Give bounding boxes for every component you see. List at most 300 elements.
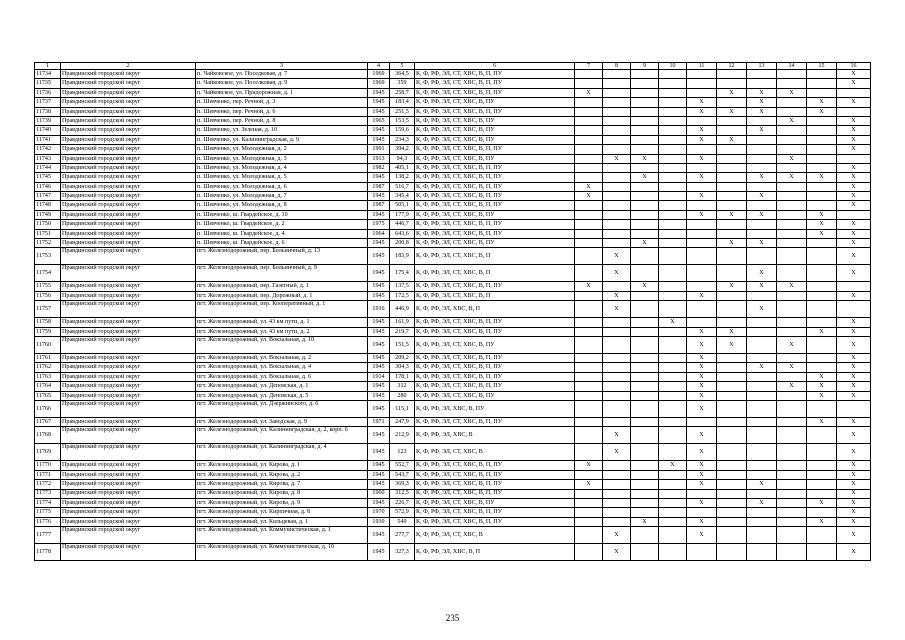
mark-cell-col-9 bbox=[631, 201, 659, 210]
mark-cell-col-15 bbox=[807, 527, 837, 544]
address-cell: п. Шевченко, ул. Молодежная, д. 2 bbox=[196, 145, 368, 154]
table-row bbox=[35, 98, 871, 107]
mark-cell-col-10 bbox=[659, 544, 687, 561]
mark-cell-col-15: X bbox=[807, 517, 837, 526]
works-cell: К, Ф, РФ, ЭЛ, СТ, ХВС, В, ПУ bbox=[415, 336, 575, 353]
mark-cell-col-9 bbox=[631, 291, 659, 300]
mark-cell-col-14 bbox=[777, 489, 807, 498]
mark-cell-col-9 bbox=[631, 480, 659, 489]
mark-cell-col-12: X bbox=[717, 336, 747, 353]
works-cell: К, Ф, РФ, ЭЛ, СТ, ХВС, В, П, ПУ bbox=[415, 88, 575, 97]
mark-cell-col-8 bbox=[603, 107, 631, 116]
mark-cell-col-16: X bbox=[837, 201, 871, 210]
mark-cell-col-7 bbox=[575, 517, 603, 526]
mark-cell-col-7 bbox=[575, 400, 603, 417]
table-row bbox=[35, 318, 871, 327]
mark-cell-col-15: X bbox=[807, 98, 837, 107]
mark-cell-col-9 bbox=[631, 417, 659, 426]
mark-cell-col-14 bbox=[777, 239, 807, 248]
mark-cell-col-8 bbox=[603, 336, 631, 353]
district-cell: Правдинский городской округ bbox=[61, 220, 196, 229]
mark-cell-col-16: X bbox=[837, 70, 871, 79]
mark-cell-col-9 bbox=[631, 461, 659, 470]
mark-cell-col-7 bbox=[575, 470, 603, 479]
year-cell: 1945 bbox=[368, 544, 390, 561]
mark-cell-col-10 bbox=[659, 517, 687, 526]
works-cell: К, Ф, РФ, ЭЛ, ХВС, В, П bbox=[415, 301, 575, 318]
mark-cell-col-8: X bbox=[603, 154, 631, 163]
table-row bbox=[35, 301, 871, 318]
year-cell: 1945 bbox=[368, 291, 390, 300]
mark-cell-col-12 bbox=[717, 498, 747, 507]
row-id: 11755 bbox=[35, 282, 61, 291]
mark-cell-col-8 bbox=[603, 182, 631, 191]
address-cell: пгт. Железнодорожный, ул. Кирпичная, д. 8 bbox=[196, 508, 368, 517]
works-cell: К, Ф, РФ, ЭЛ, СТ, ХВС, В, ПУ bbox=[415, 239, 575, 248]
district-cell: Правдинский городской округ bbox=[61, 154, 196, 163]
district-cell: Правдинский городской округ bbox=[61, 461, 196, 470]
row-id: 11739 bbox=[35, 116, 61, 125]
mark-cell-col-7 bbox=[575, 498, 603, 507]
mark-cell-col-10 bbox=[659, 98, 687, 107]
works-cell: К, Ф, РФ, ЭЛ, ХВС, В, П bbox=[415, 544, 575, 561]
mark-cell-col-7 bbox=[575, 372, 603, 381]
works-cell: К, Ф, РФ, ЭЛ, СТ, ХВС, В, ПУ bbox=[415, 498, 575, 507]
mark-cell-col-8 bbox=[603, 210, 631, 219]
works-cell: К, Ф, РФ, ЭЛ, СТ, ХВС, В, ПУ bbox=[415, 154, 575, 163]
district-cell: Правдинский городской округ bbox=[61, 79, 196, 88]
area-cell: 549 bbox=[390, 517, 415, 526]
mark-cell-col-16: X bbox=[837, 517, 871, 526]
mark-cell-col-9 bbox=[631, 70, 659, 79]
mark-cell-col-10 bbox=[659, 163, 687, 172]
mark-cell-col-16: X bbox=[837, 239, 871, 248]
row-id: 11766 bbox=[35, 400, 61, 417]
district-cell: Правдинский городской округ bbox=[61, 88, 196, 97]
row-id: 11758 bbox=[35, 318, 61, 327]
mark-cell-col-16: X bbox=[837, 126, 871, 135]
mark-cell-col-7 bbox=[575, 444, 603, 461]
mark-cell-col-8 bbox=[603, 229, 631, 238]
mark-cell-col-13 bbox=[747, 489, 777, 498]
mark-cell-col-13 bbox=[747, 145, 777, 154]
mark-cell-col-7 bbox=[575, 363, 603, 372]
address-cell: п. Шевченко, ул. Молодежная, д. 8 bbox=[196, 201, 368, 210]
address-cell: пгт. Железнодорожный, ул. Коммунистическая, д. 10 bbox=[196, 544, 368, 561]
address-cell: пгт. Железнодорожный, ул. Вокзальная, д. 4 bbox=[196, 363, 368, 372]
mark-cell-col-12 bbox=[717, 417, 747, 426]
mark-cell-col-14 bbox=[777, 353, 807, 362]
mark-cell-col-11 bbox=[687, 265, 717, 282]
mark-cell-col-8 bbox=[603, 79, 631, 88]
district-cell: Правдинский городской округ bbox=[61, 417, 196, 426]
mark-cell-col-12: X bbox=[717, 135, 747, 144]
mark-cell-col-12 bbox=[717, 527, 747, 544]
table-row bbox=[35, 291, 871, 300]
row-id: 11757 bbox=[35, 301, 61, 318]
mark-cell-col-13 bbox=[747, 353, 777, 362]
area-cell: 543,7 bbox=[390, 470, 415, 479]
table-row bbox=[35, 116, 871, 125]
mark-cell-col-14 bbox=[777, 220, 807, 229]
row-id: 11773 bbox=[35, 489, 61, 498]
mark-cell-col-16: X bbox=[837, 291, 871, 300]
mark-cell-col-11 bbox=[687, 544, 717, 561]
district-cell: Правдинский городской округ bbox=[61, 400, 196, 417]
mark-cell-col-16 bbox=[837, 210, 871, 219]
mark-cell-col-12 bbox=[717, 70, 747, 79]
district-cell: Правдинский городской округ bbox=[61, 107, 196, 116]
mark-cell-col-13: X bbox=[747, 126, 777, 135]
address-cell: пгт. Железнодорожный, ул. Кирова, д. 8 bbox=[196, 489, 368, 498]
table-row bbox=[35, 145, 871, 154]
row-id: 11759 bbox=[35, 327, 61, 336]
address-cell: п. Шевченко, пер. Речной, д. 3 bbox=[196, 98, 368, 107]
mark-cell-col-15: X bbox=[807, 417, 837, 426]
address-cell: п. Шевченко, ш. Гвардейское, д. 2 bbox=[196, 220, 368, 229]
mark-cell-col-16: X bbox=[837, 353, 871, 362]
mark-cell-col-7: X bbox=[575, 88, 603, 97]
works-cell: К, Ф, РФ, ЭЛ, СТ, ХВС, В, ПУ bbox=[415, 98, 575, 107]
mark-cell-col-9 bbox=[631, 220, 659, 229]
mark-cell-col-14 bbox=[777, 291, 807, 300]
mark-cell-col-8 bbox=[603, 489, 631, 498]
mark-cell-col-15 bbox=[807, 363, 837, 372]
mark-cell-col-8 bbox=[603, 400, 631, 417]
mark-cell-col-16: X bbox=[837, 382, 871, 391]
mark-cell-col-10 bbox=[659, 239, 687, 248]
district-cell: Правдинский городской округ bbox=[61, 391, 196, 400]
row-id: 11745 bbox=[35, 173, 61, 182]
mark-cell-col-12 bbox=[717, 508, 747, 517]
mark-cell-col-16: X bbox=[837, 220, 871, 229]
mark-cell-col-15 bbox=[807, 489, 837, 498]
mark-cell-col-13 bbox=[747, 318, 777, 327]
mark-cell-col-9 bbox=[631, 382, 659, 391]
address-cell: пгт. Железнодорожный, ул. Кирова, д. 7 bbox=[196, 480, 368, 489]
year-cell: 1945 bbox=[368, 173, 390, 182]
column-number: 15 bbox=[807, 63, 837, 70]
mark-cell-col-15 bbox=[807, 353, 837, 362]
mark-cell-col-10 bbox=[659, 182, 687, 191]
mark-cell-col-10 bbox=[659, 508, 687, 517]
mark-cell-col-8 bbox=[603, 391, 631, 400]
mark-cell-col-12 bbox=[717, 301, 747, 318]
row-id: 11768 bbox=[35, 427, 61, 444]
area-cell: 137,5 bbox=[390, 282, 415, 291]
area-cell: 209,2 bbox=[390, 353, 415, 362]
mark-cell-col-10 bbox=[659, 470, 687, 479]
column-number: 2 bbox=[61, 63, 196, 70]
row-id: 11740 bbox=[35, 126, 61, 135]
mark-cell-col-11: X bbox=[687, 126, 717, 135]
mark-cell-col-12 bbox=[717, 126, 747, 135]
mark-cell-col-13 bbox=[747, 517, 777, 526]
mark-cell-col-15: X bbox=[807, 391, 837, 400]
year-cell: 1945 bbox=[368, 480, 390, 489]
mark-cell-col-15 bbox=[807, 544, 837, 561]
mark-cell-col-13 bbox=[747, 163, 777, 172]
table-row bbox=[35, 363, 871, 372]
mark-cell-col-10 bbox=[659, 527, 687, 544]
mark-cell-col-8 bbox=[603, 327, 631, 336]
table-row bbox=[35, 480, 871, 489]
mark-cell-col-12 bbox=[717, 363, 747, 372]
district-cell: Правдинский городской округ bbox=[61, 135, 196, 144]
table-row bbox=[35, 382, 871, 391]
mark-cell-col-14: X bbox=[777, 282, 807, 291]
mark-cell-col-13 bbox=[747, 135, 777, 144]
works-cell: К, Ф, РФ, ЭЛ, СТ, ХВС, В, П, ПУ bbox=[415, 182, 575, 191]
mark-cell-col-15 bbox=[807, 336, 837, 353]
mark-cell-col-7 bbox=[575, 508, 603, 517]
district-cell: Правдинский городской округ bbox=[61, 544, 196, 561]
mark-cell-col-10: X bbox=[659, 318, 687, 327]
column-number: 13 bbox=[747, 63, 777, 70]
mark-cell-col-11 bbox=[687, 70, 717, 79]
mark-cell-col-15: X bbox=[807, 498, 837, 507]
district-cell: Правдинский городской округ bbox=[61, 126, 196, 135]
works-cell: К, Ф, РФ, ЭЛ, СТ, ХВС, В, П, ПУ bbox=[415, 372, 575, 381]
area-cell: 153,5 bbox=[390, 116, 415, 125]
address-cell: пгт. Железнодорожный, пер. Больничный, д. 9 bbox=[196, 265, 368, 282]
mark-cell-col-14 bbox=[777, 498, 807, 507]
mark-cell-col-13: X bbox=[747, 192, 777, 201]
mark-cell-col-16: X bbox=[837, 163, 871, 172]
works-cell: К, Ф, РФ, ЭЛ, СТ, ХВС, В, ПУ bbox=[415, 391, 575, 400]
mark-cell-col-7 bbox=[575, 544, 603, 561]
area-cell: 446,9 bbox=[390, 301, 415, 318]
address-cell: пгт. Железнодорожный, ул. Вокзальная, д. 10 bbox=[196, 336, 368, 353]
mark-cell-col-14 bbox=[777, 107, 807, 116]
mark-cell-col-16: X bbox=[837, 417, 871, 426]
table-row bbox=[35, 79, 871, 88]
mark-cell-col-9 bbox=[631, 135, 659, 144]
mark-cell-col-13: X bbox=[747, 239, 777, 248]
row-id: 11761 bbox=[35, 353, 61, 362]
district-cell: Правдинский городской округ bbox=[61, 489, 196, 498]
mark-cell-col-15 bbox=[807, 126, 837, 135]
year-cell: 1945 bbox=[368, 318, 390, 327]
table-row bbox=[35, 282, 871, 291]
works-cell: К, Ф, РФ, ЭЛ, СТ, ХВС, В, П, ПУ bbox=[415, 517, 575, 526]
mark-cell-col-11: X bbox=[687, 291, 717, 300]
mark-cell-col-8 bbox=[603, 201, 631, 210]
mark-cell-col-16 bbox=[837, 400, 871, 417]
area-cell: 394,2 bbox=[390, 145, 415, 154]
mark-cell-col-10 bbox=[659, 444, 687, 461]
column-number: 11 bbox=[687, 63, 717, 70]
mark-cell-col-16: X bbox=[837, 265, 871, 282]
works-cell: К, Ф, РФ, ЭЛ, СТ, ХВС, В, П, ПУ bbox=[415, 382, 575, 391]
year-cell: 1945 bbox=[368, 126, 390, 135]
row-id: 11770 bbox=[35, 461, 61, 470]
table-row bbox=[35, 107, 871, 116]
page-number: 235 bbox=[445, 613, 460, 623]
year-cell: 1964 bbox=[368, 229, 390, 238]
mark-cell-col-12 bbox=[717, 400, 747, 417]
mark-cell-col-12: X bbox=[717, 239, 747, 248]
mark-cell-col-7 bbox=[575, 336, 603, 353]
mark-cell-col-14 bbox=[777, 544, 807, 561]
mark-cell-col-12 bbox=[717, 182, 747, 191]
table-row bbox=[35, 265, 871, 282]
mark-cell-col-11 bbox=[687, 508, 717, 517]
mark-cell-col-10 bbox=[659, 201, 687, 210]
district-cell: Правдинский городской округ bbox=[61, 498, 196, 507]
mark-cell-col-13 bbox=[747, 336, 777, 353]
table-row bbox=[35, 135, 871, 144]
works-cell: К, Ф, РФ, ЭЛ, СТ, ХВС, В, П bbox=[415, 291, 575, 300]
district-cell: Правдинский городской округ bbox=[61, 182, 196, 191]
mark-cell-col-12 bbox=[717, 427, 747, 444]
mark-cell-col-11: X bbox=[687, 517, 717, 526]
year-cell: 1945 bbox=[368, 248, 390, 265]
row-id: 11775 bbox=[35, 508, 61, 517]
mark-cell-col-12: X bbox=[717, 210, 747, 219]
mark-cell-col-8: X bbox=[603, 291, 631, 300]
mark-cell-col-15: X bbox=[807, 229, 837, 238]
mark-cell-col-12 bbox=[717, 489, 747, 498]
mark-cell-col-11 bbox=[687, 248, 717, 265]
mark-cell-col-11: X bbox=[687, 210, 717, 219]
address-cell: пгт. Железнодорожный, пер. Кооперативный, д. 1 bbox=[196, 301, 368, 318]
area-cell: 446,7 bbox=[390, 220, 415, 229]
area-cell: 405,1 bbox=[390, 163, 415, 172]
district-cell: Правдинский городской округ bbox=[61, 210, 196, 219]
mark-cell-col-12 bbox=[717, 192, 747, 201]
mark-cell-col-12: X bbox=[717, 327, 747, 336]
mark-cell-col-10 bbox=[659, 145, 687, 154]
year-cell: 1945 bbox=[368, 382, 390, 391]
works-cell: К, Ф, РФ, ЭЛ, СТ, ХВС, В, П, ПУ bbox=[415, 363, 575, 372]
mark-cell-col-11: X bbox=[687, 336, 717, 353]
mark-cell-col-11: X bbox=[687, 363, 717, 372]
address-cell: п. Шевченко, ул. Молодежная, д. 3 bbox=[196, 154, 368, 163]
area-cell: 138,2 bbox=[390, 173, 415, 182]
mark-cell-col-8 bbox=[603, 470, 631, 479]
column-number: 16 bbox=[837, 63, 871, 70]
mark-cell-col-14 bbox=[777, 517, 807, 526]
year-cell: 1945 bbox=[368, 353, 390, 362]
mark-cell-col-11: X bbox=[687, 372, 717, 381]
district-cell: Правдинский городской округ bbox=[61, 70, 196, 79]
mark-cell-col-15: X bbox=[807, 327, 837, 336]
mark-cell-col-8 bbox=[603, 353, 631, 362]
district-cell: Правдинский городской округ bbox=[61, 239, 196, 248]
mark-cell-col-10 bbox=[659, 291, 687, 300]
table-row bbox=[35, 336, 871, 353]
table-row bbox=[35, 498, 871, 507]
table-row bbox=[35, 427, 871, 444]
mark-cell-col-10 bbox=[659, 70, 687, 79]
address-cell: п. Шевченко, ш. Гвардейское, д. 10 bbox=[196, 210, 368, 219]
area-cell: 643,6 bbox=[390, 229, 415, 238]
mark-cell-col-11 bbox=[687, 301, 717, 318]
area-cell: 183,4 bbox=[390, 98, 415, 107]
mark-cell-col-9 bbox=[631, 98, 659, 107]
works-cell: К, Ф, РФ, ЭЛ, СТ, ХВС, В, ПУ bbox=[415, 135, 575, 144]
mark-cell-col-11: X bbox=[687, 461, 717, 470]
mark-cell-col-10 bbox=[659, 265, 687, 282]
mark-cell-col-10 bbox=[659, 220, 687, 229]
row-id: 11774 bbox=[35, 498, 61, 507]
works-cell: К, Ф, РФ, ЭЛ, СТ, ХВС, В, П, ПУ bbox=[415, 489, 575, 498]
mark-cell-col-16: X bbox=[837, 470, 871, 479]
mark-cell-col-10 bbox=[659, 192, 687, 201]
mark-cell-col-15 bbox=[807, 444, 837, 461]
address-cell: пгт. Железнодорожный, ул. Вокзальная, д. 2 bbox=[196, 353, 368, 362]
address-cell: пгт. Железнодорожный, пер. Больничный, д. 13 bbox=[196, 248, 368, 265]
area-cell: 183,9 bbox=[390, 248, 415, 265]
works-cell: К, Ф, РФ, ЭЛ, СТ, ХВС, В, П, ПУ bbox=[415, 145, 575, 154]
area-cell: 115,1 bbox=[390, 400, 415, 417]
year-cell: 1971 bbox=[368, 417, 390, 426]
mark-cell-col-9: X bbox=[631, 154, 659, 163]
mark-cell-col-7 bbox=[575, 382, 603, 391]
mark-cell-col-16: X bbox=[837, 498, 871, 507]
table-row bbox=[35, 88, 871, 97]
district-cell: Правдинский городской округ bbox=[61, 508, 196, 517]
mark-cell-col-9: X bbox=[631, 282, 659, 291]
area-cell: 151,5 bbox=[390, 336, 415, 353]
table-row bbox=[35, 163, 871, 172]
year-cell: 1945 bbox=[368, 527, 390, 544]
mark-cell-col-13 bbox=[747, 544, 777, 561]
district-cell: Правдинский городской округ bbox=[61, 470, 196, 479]
mark-cell-col-10 bbox=[659, 372, 687, 381]
mark-cell-col-13 bbox=[747, 382, 777, 391]
mark-cell-col-9 bbox=[631, 544, 659, 561]
table-body bbox=[35, 63, 871, 561]
address-cell: пгт. Железнодорожный, ул. Калининградская, д. 4 bbox=[196, 444, 368, 461]
district-cell: Правдинский городской округ bbox=[61, 173, 196, 182]
mark-cell-col-11: X bbox=[687, 427, 717, 444]
mark-cell-col-11 bbox=[687, 417, 717, 426]
mark-cell-col-8 bbox=[603, 88, 631, 97]
mark-cell-col-13 bbox=[747, 154, 777, 163]
area-cell: 327,3 bbox=[390, 544, 415, 561]
row-id: 11753 bbox=[35, 248, 61, 265]
address-cell: пгт. Железнодорожный, ул. Коммунистическая, д. 1 bbox=[196, 527, 368, 544]
mark-cell-col-12 bbox=[717, 116, 747, 125]
mark-cell-col-8 bbox=[603, 480, 631, 489]
row-id: 11777 bbox=[35, 527, 61, 544]
area-cell: 304,3 bbox=[390, 363, 415, 372]
mark-cell-col-8 bbox=[603, 163, 631, 172]
mark-cell-col-14 bbox=[777, 163, 807, 172]
mark-cell-col-7 bbox=[575, 173, 603, 182]
mark-cell-col-9 bbox=[631, 400, 659, 417]
mark-cell-col-13 bbox=[747, 79, 777, 88]
row-id: 11743 bbox=[35, 154, 61, 163]
mark-cell-col-12 bbox=[717, 461, 747, 470]
mark-cell-col-10 bbox=[659, 126, 687, 135]
mark-cell-col-9 bbox=[631, 126, 659, 135]
year-cell: 1945 bbox=[368, 327, 390, 336]
mark-cell-col-15 bbox=[807, 239, 837, 248]
table-row bbox=[35, 154, 871, 163]
mark-cell-col-15 bbox=[807, 461, 837, 470]
year-cell: 1945 bbox=[368, 88, 390, 97]
mark-cell-col-8: X bbox=[603, 427, 631, 444]
mark-cell-col-16: X bbox=[837, 182, 871, 191]
mark-cell-col-16: X bbox=[837, 480, 871, 489]
year-cell: 1945 bbox=[368, 444, 390, 461]
year-cell: 1945 bbox=[368, 265, 390, 282]
table-row bbox=[35, 353, 871, 362]
mark-cell-col-12 bbox=[717, 391, 747, 400]
